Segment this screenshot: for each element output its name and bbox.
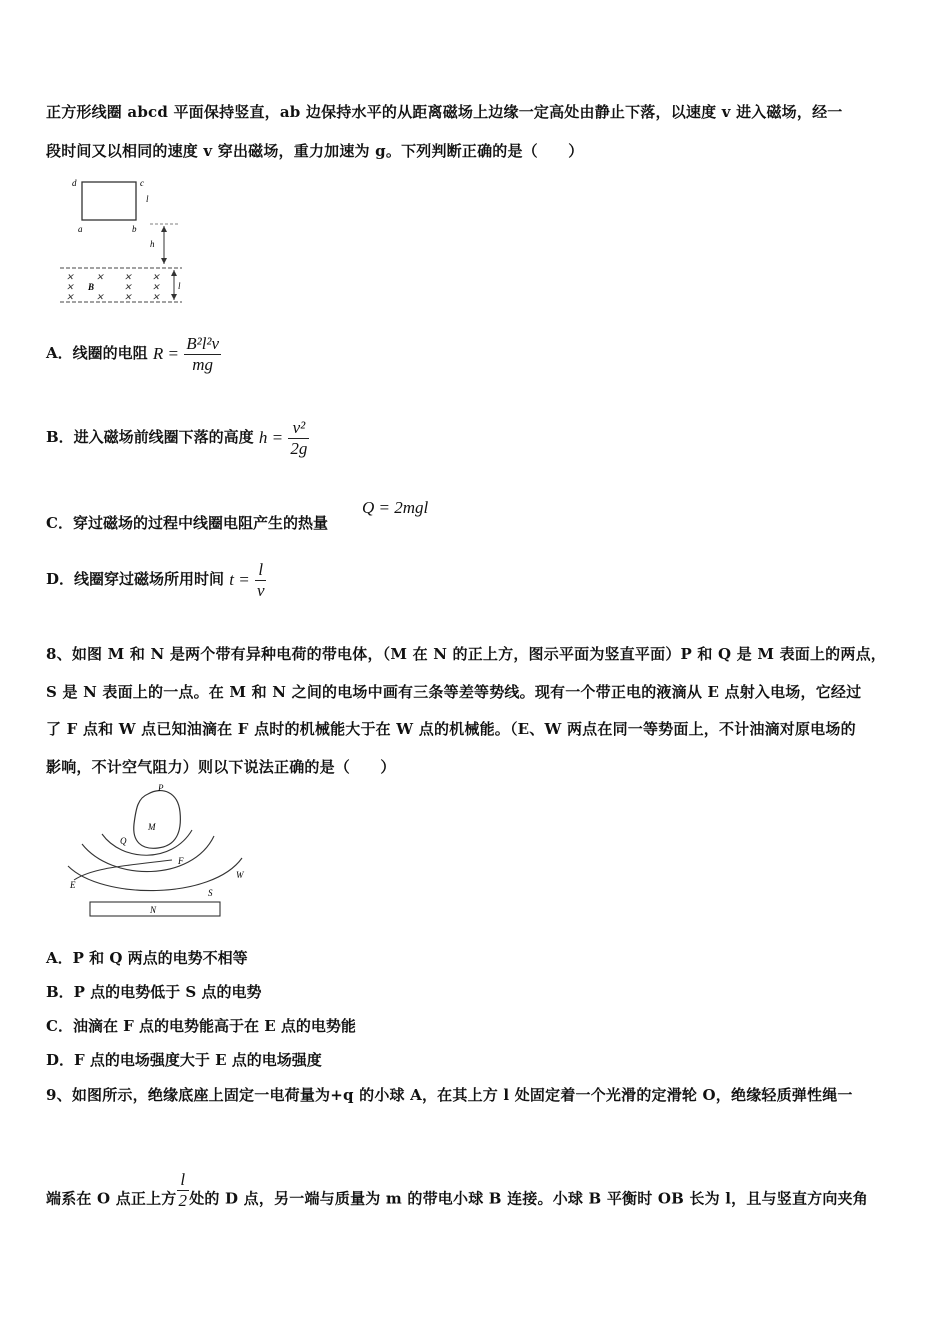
charged-body-M (134, 791, 181, 849)
option-d-numerator: l (255, 560, 267, 581)
q8-option-d[interactable]: D．F 点的电场强度大于 E 点的电场强度 (46, 1051, 322, 1069)
equipotential-line-2 (82, 836, 214, 872)
option-c-label: C．穿过磁场的过程中线圈电阻产生的热量 (46, 514, 328, 532)
q9-frac-denominator: 2 (178, 1190, 188, 1210)
q8-text-line-3: 了 F 点和 W 点已知油滴在 F 点时的机械能大于在 W 点的机械能。（E、W 两点在同一等势面上，不计油滴对原电场的 (46, 720, 856, 738)
label-M: M (148, 822, 156, 832)
option-a-numerator: B²l²v (186, 334, 220, 353)
option-a-fraction (184, 334, 221, 374)
label-c: c (140, 178, 144, 188)
label-S: S (208, 888, 213, 898)
label-B: B (88, 282, 95, 292)
option-c-formula: Q = 2mgl (362, 498, 429, 517)
label-Q: Q (120, 836, 127, 846)
svg-text:✕: ✕ (124, 272, 132, 282)
svg-text:✕: ✕ (152, 282, 160, 292)
label-h: h (150, 239, 155, 249)
label-F: F (178, 856, 184, 866)
q8-equipotential-figure (62, 782, 262, 922)
droplet-trajectory (74, 860, 172, 880)
q7-text-line-1: 正方形线圈 abcd 平面保持竖直，ab 边保持水平的从距离磁场上边缘一定高处由静止下落，以速度 v 进入磁场，经一 (46, 103, 843, 121)
svg-text:✕: ✕ (152, 292, 160, 302)
label-d: d (72, 178, 77, 188)
option-b-fraction (288, 418, 309, 458)
option-d-lhs: t = (229, 570, 250, 590)
option-d-label: D．线圈穿过磁场所用时间 (46, 570, 225, 589)
q7-coil-magnetic-field-figure (58, 172, 198, 312)
q7-text-line-2: 段时间又以相同的速度 v 穿出磁场，重力加速为 g。下列判断正确的是（ ） (46, 142, 584, 160)
option-b-lhs: h = (258, 428, 284, 448)
q8-text-line-1: 8、如图 M 和 N 是两个带有异种电荷的带电体，（M 在 N 的正上方，图示平面为竖直平面）P 和 Q 是 M 表面上的两点， (46, 645, 886, 663)
q8-option-c[interactable]: C．油滴在 F 点的电势能高于在 E 点的电势能 (46, 1017, 356, 1035)
option-a-lhs: R = (152, 344, 179, 364)
option-a-label: A．线圈的电阻 (46, 344, 148, 363)
svg-text:✕: ✕ (66, 272, 74, 282)
svg-text:✕: ✕ (96, 272, 104, 282)
q9-line-2-post: 处的 D 点，另一端与质量为 m 的带电小球 B 连接。小球 B 平衡时 OB 长为 l，且与竖直方向夹角 (189, 1189, 868, 1208)
q9-fraction-l-over-2 (177, 1170, 190, 1210)
q8-option-b[interactable]: B．P 点的电势低于 S 点的电势 (46, 983, 262, 1001)
q7-option-a[interactable] (46, 334, 221, 374)
option-b-denominator: 2g (290, 438, 308, 458)
option-d-fraction (255, 560, 267, 600)
label-l-field: l (178, 281, 181, 291)
q8-option-a[interactable]: A．P 和 Q 两点的电势不相等 (46, 949, 248, 967)
svg-text:✕: ✕ (124, 282, 132, 292)
q7-option-c[interactable] (46, 512, 328, 533)
q8-text-line-4: 影响，不计空气阻力）则以下说法正确的是（ ） (46, 758, 396, 776)
option-d-denominator: v (256, 580, 265, 600)
svg-text:✕: ✕ (152, 272, 160, 282)
q9-frac-numerator: l (177, 1170, 190, 1191)
option-a-denominator: mg (192, 354, 214, 374)
q8-text-line-2: S 是 N 表面上的一点。在 M 和 N 之间的电场中画有三条等差等势线。现有一个带正电的液滴从 E 点射入电场，它经过 (46, 683, 862, 701)
label-W: W (236, 870, 244, 880)
q9-text-line-2 (46, 1170, 868, 1210)
q7-option-b[interactable] (46, 418, 309, 458)
q7-option-d[interactable] (46, 560, 266, 600)
svg-text:✕: ✕ (124, 292, 132, 302)
option-b-label: B．进入磁场前线圈下落的高度 (46, 428, 254, 447)
svg-text:✕: ✕ (66, 282, 74, 292)
q9-text-line-1: 9、如图所示，绝缘底座上固定一电荷量为+q 的小球 A，在其上方 l 处固定着一个光滑的定滑轮 O，绝缘轻质弹性绳一 (46, 1086, 853, 1104)
label-b: b (132, 224, 137, 234)
equipotential-line-3 (68, 858, 242, 891)
q9-line-2-pre: 端系在 O 点正上方 (46, 1189, 177, 1208)
label-l-coil: l (146, 194, 149, 204)
label-a: a (78, 224, 83, 234)
square-coil (82, 182, 136, 220)
option-b-numerator: v² (288, 418, 309, 439)
label-P: P (158, 783, 164, 793)
svg-text:✕: ✕ (96, 292, 104, 302)
label-E: E (70, 880, 76, 890)
label-N: N (150, 905, 157, 915)
magnetic-field-symbols (66, 272, 160, 302)
svg-text:✕: ✕ (66, 292, 74, 302)
